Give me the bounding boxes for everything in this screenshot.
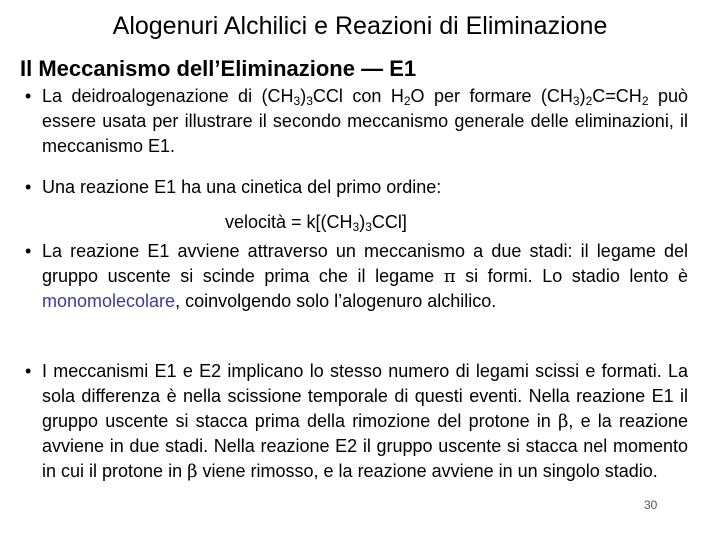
text-segment: CCl] <box>371 212 407 232</box>
text-segment: O per formare (CH <box>410 86 573 106</box>
text-segment: ) <box>300 86 307 106</box>
bullet-dehydrohalogenation <box>42 84 688 159</box>
subscript: 3 <box>352 220 360 234</box>
subscript: 3 <box>572 94 580 108</box>
text-segment: ) <box>359 212 366 232</box>
subscript: 3 <box>365 220 372 234</box>
bullet-kinetics <box>42 175 688 200</box>
unimolecular-term: monomolecolare <box>42 291 176 311</box>
text-segment: I meccanismi E1 e E2 implicano lo stesso numero di legami scissi e formati. La sola differenza è nella scissione temporale di questi eventi. Nella reazione E1 il gruppo uscente si stacca prima della rimozione del protone in <box>42 361 688 431</box>
subscript: 3 <box>293 94 301 108</box>
pi-symbol: π <box>443 266 456 287</box>
slide-title: Alogenuri Alchilici e Reazioni di Eliminazione <box>112 12 608 40</box>
slide-subtitle: Il Meccanismo dell’Eliminazione — E1 <box>20 56 417 81</box>
text-segment: ) <box>579 86 586 106</box>
bullet-two-step-mechanism <box>42 239 688 314</box>
text-segment: può essere usata per illustrare il secondo meccanismo generale delle eliminazioni, il meccanismo E1. <box>42 86 688 156</box>
text-segment: La reazione E1 avviene attraverso un meccanismo a due stadi: il legame del gruppo uscente si scinde prima che il legame <box>42 241 688 286</box>
text-segment: , coinvolgendo solo l’alogenuro alchilico. <box>175 291 497 311</box>
subscript: 2 <box>403 94 411 108</box>
text-segment: si formi. Lo stadio lento è <box>455 266 688 286</box>
text-segment: viene rimosso, e la reazione avviene in un singolo stadio. <box>197 461 658 481</box>
rate-equation <box>225 210 407 235</box>
subscript: 2 <box>641 94 649 108</box>
slide-number: 30 <box>644 498 658 512</box>
text-segment: C=CH <box>592 86 642 106</box>
bullet-e1-vs-e2 <box>42 359 688 484</box>
text-segment: La deidroalogenazione di (CH <box>42 86 294 106</box>
text-segment: Una reazione E1 ha una cinetica del primo ordine: <box>42 177 442 197</box>
text-segment: CCl con H <box>312 86 404 106</box>
text-segment: , e la reazione avviene in due stadi. Nella reazione E2 il gruppo uscente si stacca nel momento in cui il protone in <box>42 411 688 481</box>
subscript: 3 <box>306 94 313 108</box>
beta-symbol: β <box>558 411 569 432</box>
text-segment: velocità = k[(CH <box>225 212 353 232</box>
beta-symbol: β <box>187 461 198 482</box>
subscript: 2 <box>585 94 593 108</box>
